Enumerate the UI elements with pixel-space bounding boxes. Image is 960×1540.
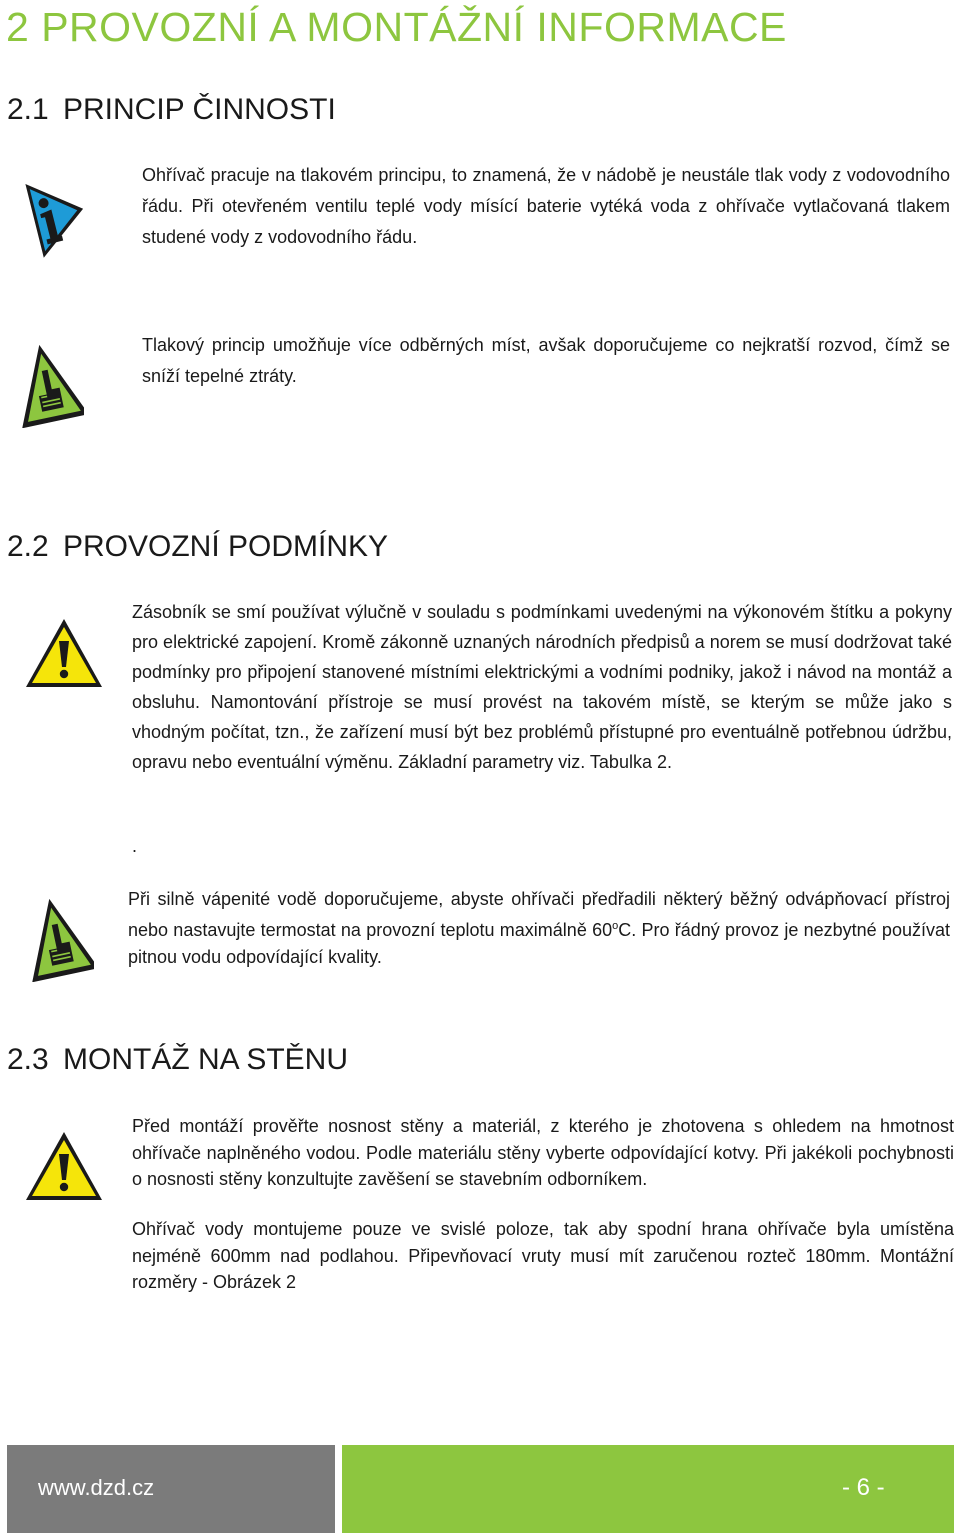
section-heading-2-1: [7, 93, 336, 127]
section-title: PRINCIP ČINNOSTI: [63, 93, 336, 126]
section-number: 2.3: [7, 1043, 49, 1076]
footer-page-number: - 6 -: [842, 1474, 885, 1501]
lime-tip-paragraph: [128, 886, 950, 971]
tip-hand-icon: [12, 342, 84, 428]
info-icon: [18, 174, 90, 258]
tip-hand-icon: [22, 896, 94, 982]
section-number: 2.1: [7, 93, 49, 126]
section-number: 2.2: [7, 530, 49, 563]
info-paragraph: Ohřívač pracuje na tlakovém principu, to znamená, že v nádobě je neustále tlak vody z vodovodního řádu. Při otevřeném ventilu teplé vody mísící baterie vytéká voda z ohřívače vytlačovaná tlakem studené vody z vodovodního řádu.: [142, 165, 950, 247]
mounting-paragraph-1: Před montáží prověřte nosnost stěny a materiál, z kterého je zhotovena s ohledem na hmotnost ohřívače naplněného vodou. Podle materiálu stěny vyberte odpovídající kotvy. Při jakékoli pochybnosti o nosnosti stěny konzultujte zavěšení se stavebním odborníkem.: [132, 1116, 954, 1189]
degree-superscript: o: [612, 920, 619, 932]
section-title: MONTÁŽ NA STĚNU: [63, 1043, 349, 1076]
warning-icon: [24, 1130, 104, 1204]
lime-tip-text-b: C. Pro řádný provoz je nezbytné používat pitnou vodu odpovídající kvality.: [128, 920, 950, 967]
footer-website-link[interactable]: www.dzd.cz: [38, 1475, 155, 1500]
mounting-paragraph-2: Ohřívač vody montujeme pouze ve svislé poloze, tak aby spodní hrana ohřívače byla umístěna nejméně 600mm nad podlahou. Připevňovací vruty musí mít zaručenou rozteč 180mm. Montážní rozměry - Obrázek 2: [132, 1219, 954, 1292]
tip-paragraph: Tlakový princip umožňuje více odběrných míst, avšak doporučujeme co nejkratší rozvod, čímž se sníží tepelné ztráty.: [142, 335, 950, 386]
section-heading-2-2: [7, 530, 388, 564]
lime-tip-text-a: Při silně vápenité vodě doporučujeme, abyste ohřívači předřadili některý běžný odvápňovací přístroj nebo nastavujte termostat na provozní teplotu maximálně 60: [128, 889, 950, 940]
warning-icon: [24, 617, 104, 691]
section-heading-2-3: [7, 1043, 348, 1077]
section-title: PROVOZNÍ PODMÍNKY: [63, 530, 389, 563]
stray-dot: .: [132, 836, 138, 856]
warning-paragraph: Zásobník se smí používat výlučně v souladu s podmínkami uvedenými na výkonovém štítku a pokyny pro elektrické zapojení. Kromě zákonně uznaných národních předpisů a norem se musí dodržovat také podmínky pro připojení stanovené místními elektrickými a vodními podniky, jakož i návod na montáž a obsluhu. Namontování přístroje se musí provést na takovém místě, se kterým se může jako s vhodným počítat, tzn., že zařízení musí být bez problémů přístupné pro eventuálně potřebnou údržbu, opravu nebo eventuální výměnu. Základní parametry viz. Tabulka 2.: [132, 602, 952, 772]
main-heading: 2 PROVOZNÍ A MONTÁŽNÍ INFORMACE: [6, 4, 787, 50]
